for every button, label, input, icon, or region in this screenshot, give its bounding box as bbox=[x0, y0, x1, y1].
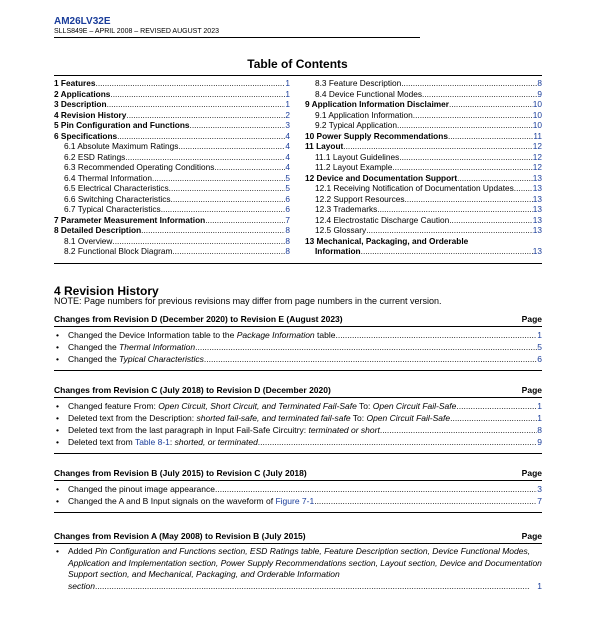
leader-dots bbox=[380, 424, 537, 436]
toc-entry-page[interactable]: 6 bbox=[285, 204, 290, 214]
toc-entry-title: 4 Revision History bbox=[54, 109, 127, 120]
revision-section-header bbox=[54, 313, 542, 325]
italic-text: Thermal Information bbox=[119, 342, 196, 352]
change-item bbox=[54, 412, 542, 424]
change-text: Deleted text from Table 8-1: shorted, or terminated bbox=[68, 437, 258, 447]
italic-text: Open Circuit Fail-Safe bbox=[366, 413, 451, 423]
change-text: Deleted text from the last paragraph in Input Fail-Safe Circuitry: terminated or short bbox=[68, 425, 380, 435]
toc-entry-title: 12.2 Support Resources bbox=[315, 193, 405, 204]
toc-leader-dots bbox=[514, 183, 533, 194]
section-rule bbox=[54, 543, 542, 544]
toc-leader-dots bbox=[422, 89, 537, 100]
change-text: Changed feature From: Open Circuit, Short Circuit, and Terminated Fail-Safe To: Open Circuit Fail-Safe bbox=[68, 401, 457, 411]
toc-bottom-rule bbox=[54, 263, 542, 264]
toc-leader-dots bbox=[468, 236, 542, 247]
toc-entry[interactable] bbox=[305, 152, 542, 163]
change-page-link[interactable]: 1 bbox=[537, 401, 542, 411]
toc-entry-page[interactable]: 4 bbox=[285, 162, 290, 172]
toc-leader-dots bbox=[126, 110, 285, 121]
toc-leader-dots bbox=[190, 120, 286, 131]
toc-leader-dots bbox=[449, 99, 533, 110]
toc-leader-dots bbox=[125, 152, 285, 163]
italic-text: shorted fail-safe, and terminated fail-safe bbox=[196, 413, 351, 423]
header-rule bbox=[54, 37, 420, 38]
italic-text: shorted, or terminated bbox=[174, 437, 258, 447]
bullet-icon: • bbox=[56, 484, 59, 494]
change-page-link[interactable]: 1 bbox=[537, 330, 542, 340]
toc-entry-page[interactable]: 13 bbox=[532, 193, 542, 204]
change-page-link[interactable]: 3 bbox=[537, 484, 542, 494]
toc-entry[interactable] bbox=[305, 246, 542, 257]
toc-top-rule bbox=[54, 75, 542, 76]
toc-entry-page[interactable]: 13 bbox=[532, 214, 542, 225]
toc-entry-title: 6.5 Electrical Characteristics bbox=[64, 183, 169, 193]
toc-entry[interactable] bbox=[54, 246, 290, 257]
change-text: Changed the Device Information table to the Package Information table bbox=[68, 330, 336, 340]
toc-entry-title: 6.3 Recommended Operating Conditions bbox=[64, 162, 215, 172]
toc-leader-dots bbox=[172, 246, 285, 257]
toc-leader-dots bbox=[413, 110, 533, 121]
page-header bbox=[54, 16, 421, 36]
italic-text: Pin Configuration and Functions section, ESD Ratings table, Feature Description section, Device Functional Modes, Application and Implementation section, Power Supply Recommendations section, Layout section, Device and Documentation Support section, and Mechanical, Packaging, and Orderable Information bbox=[68, 546, 542, 579]
toc-entry-page[interactable]: 12 bbox=[532, 151, 542, 162]
change-text-last-line bbox=[68, 581, 542, 593]
toc-entry-title: 8.2 Functional Block Diagram bbox=[64, 246, 173, 256]
toc-entry[interactable] bbox=[305, 183, 542, 194]
toc-entry[interactable] bbox=[54, 152, 290, 163]
toc-leader-dots bbox=[399, 152, 533, 163]
change-item bbox=[54, 483, 542, 495]
toc-entry[interactable] bbox=[54, 110, 290, 121]
toc-left-column bbox=[54, 78, 290, 257]
toc-entry[interactable] bbox=[54, 183, 290, 194]
revision-section-header bbox=[54, 384, 542, 396]
change-item bbox=[54, 424, 542, 436]
toc-entry-title: 13 Mechanical, Packaging, and Orderable bbox=[305, 235, 469, 246]
toc-leader-dots bbox=[214, 162, 285, 173]
toc-entry-title: 6.1 Absolute Maximum Ratings bbox=[64, 141, 179, 151]
toc-entry[interactable] bbox=[305, 215, 542, 226]
toc-leader-dots bbox=[404, 194, 532, 205]
toc-leader-dots bbox=[169, 183, 286, 194]
toc-entry[interactable] bbox=[54, 78, 290, 89]
revision-section bbox=[54, 313, 542, 371]
change-text: Changed the A and B Input signals on the waveform of Figure 7-1 bbox=[68, 496, 315, 506]
change-page-link[interactable]: 1 bbox=[537, 580, 542, 591]
revision-section-title: Changes from Revision C (July 2018) to Revision D (December 2020) bbox=[54, 385, 331, 395]
toc-leader-dots bbox=[361, 246, 533, 257]
italic-text: terminated or short bbox=[308, 425, 380, 435]
page-column-label: Page bbox=[521, 314, 542, 324]
toc-entry-page[interactable]: 13 bbox=[532, 225, 542, 235]
toc-leader-dots bbox=[117, 131, 285, 142]
revision-note: NOTE: Page numbers for previous revisions may differ from page numbers in the current version. bbox=[54, 296, 442, 306]
toc-title: Table of Contents bbox=[247, 57, 348, 71]
toc-leader-dots bbox=[392, 162, 532, 173]
toc-entry-title: 6.4 Thermal Information bbox=[64, 172, 152, 183]
change-page-link[interactable]: 7 bbox=[537, 496, 542, 506]
change-page-link[interactable]: 6 bbox=[537, 354, 542, 364]
revision-section-title: Changes from Revision B (July 2015) to Revision C (July 2018) bbox=[54, 468, 307, 478]
toc-entry[interactable] bbox=[54, 215, 290, 226]
toc-entry-title: 6.6 Switching Characteristics bbox=[64, 193, 171, 204]
toc-leader-dots bbox=[449, 215, 533, 226]
toc-entry-page[interactable]: 13 bbox=[532, 204, 542, 214]
toc-entry[interactable] bbox=[54, 89, 290, 100]
toc-entry-page[interactable]: 10 bbox=[532, 109, 542, 120]
change-text: Changed the Thermal Information bbox=[68, 342, 196, 352]
toc-entry-page[interactable]: 2 bbox=[285, 109, 290, 120]
toc-entry[interactable] bbox=[54, 236, 290, 247]
toc-leader-dots bbox=[96, 78, 286, 89]
toc-entry[interactable] bbox=[54, 162, 290, 173]
bullet-icon: • bbox=[56, 401, 59, 411]
change-page-link[interactable]: 8 bbox=[537, 425, 542, 435]
toc-entry-title: 6.2 ESD Ratings bbox=[64, 151, 126, 162]
toc-entry-title: 12.3 Trademarks bbox=[315, 204, 378, 214]
toc-leader-dots bbox=[366, 225, 533, 236]
toc-entry-title: 12.4 Electrostatic Discharge Caution bbox=[315, 214, 450, 225]
revision-section bbox=[54, 467, 542, 513]
revision-section-title: Changes from Revision D (December 2020) to Revision E (August 2023) bbox=[54, 314, 343, 324]
toc-entry-page[interactable]: 5 bbox=[285, 172, 290, 183]
change-item bbox=[54, 436, 542, 448]
revision-section-header bbox=[54, 467, 542, 479]
toc-entry[interactable] bbox=[54, 141, 290, 152]
toc-entry-title: 9 Application Information Disclaimer bbox=[305, 99, 449, 109]
toc-entry-page[interactable]: 5 bbox=[285, 183, 290, 193]
toc-entry[interactable] bbox=[305, 120, 542, 131]
toc-entry-page[interactable]: 8 bbox=[285, 235, 290, 246]
toc-entry-title: 3 Description bbox=[54, 99, 107, 109]
page-column-label: Page bbox=[521, 385, 542, 395]
toc-entry-title: 8.4 Device Functional Modes bbox=[315, 88, 422, 99]
bullet-icon: • bbox=[56, 330, 59, 340]
bullet-icon: • bbox=[56, 425, 59, 435]
toc-leader-dots bbox=[205, 215, 285, 226]
toc-leader-dots bbox=[377, 204, 533, 215]
toc-entry-page[interactable]: 13 bbox=[532, 172, 542, 183]
change-item bbox=[54, 400, 542, 412]
toc-entry-title: 2 Applications bbox=[54, 88, 111, 99]
document-number: SLLS849E – APRIL 2008 – REVISED AUGUST 2023 bbox=[54, 28, 219, 35]
toc-entry-page[interactable]: 10 bbox=[532, 99, 542, 109]
leader-dots bbox=[258, 436, 537, 448]
italic-text: Typical Characteristics bbox=[119, 354, 204, 364]
toc-entry[interactable] bbox=[305, 204, 542, 215]
bullet-icon: • bbox=[56, 413, 59, 423]
section-end-rule bbox=[54, 512, 542, 513]
toc-leader-dots bbox=[112, 236, 285, 247]
toc-entry-title: 7 Parameter Measurement Information bbox=[54, 214, 206, 225]
italic-text: section bbox=[68, 580, 95, 591]
revision-section-title: Changes from Revision A (May 2008) to Revision B (July 2015) bbox=[54, 531, 306, 541]
toc-entry-page[interactable]: 8 bbox=[537, 78, 542, 88]
revision-section bbox=[54, 384, 542, 454]
toc-leader-dots bbox=[107, 99, 286, 110]
toc-entry-title: 8.1 Overview bbox=[64, 235, 113, 246]
change-item bbox=[54, 353, 542, 365]
toc-leader-dots bbox=[448, 131, 533, 142]
leader-dots bbox=[204, 353, 537, 365]
section-rule bbox=[54, 326, 542, 327]
page-column-label: Page bbox=[521, 468, 542, 478]
toc-entry-page[interactable]: 11 bbox=[533, 130, 542, 141]
toc-entry[interactable] bbox=[305, 89, 542, 100]
toc-entry[interactable] bbox=[305, 194, 542, 205]
page-column-label: Page bbox=[521, 531, 542, 541]
bullet-icon: • bbox=[56, 437, 59, 447]
italic-text: Package Information bbox=[236, 330, 315, 340]
toc-entry-page[interactable]: 3 bbox=[285, 120, 290, 130]
section-rule bbox=[54, 397, 542, 398]
change-item bbox=[54, 341, 542, 353]
part-number-link[interactable]: AM26LV32E bbox=[54, 16, 111, 27]
section-end-rule bbox=[54, 453, 542, 454]
italic-text: Open Circuit, Short Circuit, and Terminated Fail-Safe bbox=[158, 401, 357, 411]
leader-dots bbox=[450, 412, 537, 424]
toc-leader-dots bbox=[161, 204, 286, 215]
toc-entry-page[interactable]: 4 bbox=[285, 130, 290, 141]
bullet-icon: • bbox=[56, 496, 59, 506]
toc-entry-page[interactable]: 6 bbox=[285, 193, 290, 204]
bullet-icon: • bbox=[56, 354, 59, 364]
toc-entry-title: 9.1 Application Information bbox=[315, 109, 413, 120]
toc-entry-title: 9.2 Typical Application bbox=[315, 120, 397, 130]
toc-entry-page[interactable]: 1 bbox=[285, 99, 290, 109]
toc-entry-page[interactable]: 9 bbox=[537, 88, 542, 99]
section-rule bbox=[54, 480, 542, 481]
toc-entry-page[interactable]: 8 bbox=[285, 246, 290, 256]
bullet-icon: • bbox=[56, 546, 59, 556]
toc-entry-page[interactable]: 1 bbox=[285, 78, 290, 88]
change-text: Changed the Typical Characteristics bbox=[68, 354, 204, 364]
toc-entry-title: 8 Detailed Description bbox=[54, 225, 142, 235]
change-item bbox=[54, 546, 542, 592]
toc-leader-dots bbox=[401, 78, 537, 89]
toc-entry-page[interactable]: 4 bbox=[285, 151, 290, 162]
toc-entry-page[interactable]: 13 bbox=[532, 246, 542, 256]
toc-entry[interactable] bbox=[54, 131, 290, 142]
change-page-link[interactable]: 1 bbox=[537, 413, 542, 423]
toc-entry[interactable] bbox=[305, 236, 542, 247]
toc-leader-dots bbox=[110, 89, 285, 100]
toc-entry-title: 11.2 Layout Example bbox=[315, 162, 393, 172]
toc-entry[interactable] bbox=[305, 225, 542, 236]
toc-entry-title: Information bbox=[315, 246, 361, 256]
toc-entry[interactable] bbox=[305, 141, 542, 152]
leader-dots bbox=[456, 400, 537, 412]
toc-entry[interactable] bbox=[54, 225, 290, 236]
revision-section-header bbox=[54, 530, 542, 542]
change-page-link[interactable]: 5 bbox=[537, 342, 542, 352]
toc-leader-dots bbox=[457, 173, 533, 184]
change-item bbox=[54, 495, 542, 507]
toc-entry-page[interactable]: 10 bbox=[532, 120, 542, 130]
cross-reference-link[interactable]: Table 8-1 bbox=[134, 437, 170, 447]
toc-entry-page[interactable]: 7 bbox=[285, 214, 290, 225]
toc-entry[interactable] bbox=[305, 78, 542, 89]
toc-entry-page[interactable]: 4 bbox=[285, 141, 290, 151]
italic-text: Open Circuit Fail-Safe bbox=[372, 401, 457, 411]
toc-entry-page[interactable]: 1 bbox=[285, 88, 290, 99]
toc-entry[interactable] bbox=[54, 173, 290, 184]
toc-entry-page[interactable]: 12 bbox=[532, 162, 542, 172]
toc-leader-dots bbox=[152, 173, 285, 184]
toc-leader-dots bbox=[141, 225, 285, 236]
leader-dots bbox=[215, 483, 537, 495]
toc-entry[interactable] bbox=[54, 204, 290, 215]
section-end-rule bbox=[54, 370, 542, 371]
toc-entry[interactable] bbox=[54, 120, 290, 131]
leader-dots bbox=[195, 341, 537, 353]
toc-right-column bbox=[305, 78, 542, 257]
toc-entry[interactable] bbox=[305, 173, 542, 184]
toc-entry-title: 6.7 Typical Characteristics bbox=[64, 204, 161, 214]
leader-dots bbox=[335, 329, 537, 341]
toc-entry-page[interactable]: 8 bbox=[285, 225, 290, 235]
toc-entry-title: 11.1 Layout Guidelines bbox=[315, 151, 400, 162]
bullet-icon: • bbox=[56, 342, 59, 352]
toc-leader-dots bbox=[397, 120, 533, 131]
toc-entry[interactable] bbox=[54, 194, 290, 205]
toc-entry[interactable] bbox=[305, 110, 542, 121]
toc-entry[interactable] bbox=[305, 99, 542, 110]
leader-dots bbox=[95, 581, 537, 593]
toc-entry-title: 12.1 Receiving Notification of Documentation Updates bbox=[315, 183, 514, 193]
revision-section bbox=[54, 530, 542, 592]
toc-entry-title: 12.5 Glossary bbox=[315, 225, 367, 235]
toc-entry-title: 6 Specifications bbox=[54, 130, 118, 141]
toc-leader-dots bbox=[343, 141, 532, 152]
toc-entry-title: 11 Layout bbox=[305, 141, 344, 151]
toc-leader-dots bbox=[178, 141, 285, 152]
toc-entry-title: 5 Pin Configuration and Functions bbox=[54, 120, 190, 130]
toc-entry-title: 8.3 Feature Description bbox=[315, 78, 402, 88]
toc-entry-title: 1 Features bbox=[54, 78, 96, 88]
toc-entry[interactable] bbox=[54, 99, 290, 110]
toc-entry[interactable] bbox=[305, 131, 542, 142]
toc-entry[interactable] bbox=[305, 162, 542, 173]
toc-entry-page[interactable]: 13 bbox=[532, 183, 542, 193]
leader-dots bbox=[314, 495, 537, 507]
change-text: Added Pin Configuration and Functions section, ESD Ratings table, Feature Description section, Device Functional Modes, Application and Implementation section, Power Supply Recommendations section, Layout section, Device and Documentation Support section, and Mechanical, Packaging, and Orderable Information section ..... 1 bbox=[68, 546, 542, 592]
change-page-link[interactable]: 9 bbox=[537, 437, 542, 447]
toc-entry-page[interactable]: 12 bbox=[532, 141, 542, 151]
change-text: Changed the pinout image appearance bbox=[68, 484, 215, 494]
cross-reference-link[interactable]: Figure 7-1 bbox=[275, 496, 315, 506]
revision-history-title: 4 Revision History bbox=[54, 284, 159, 298]
change-text: Deleted text from the Description: shorted fail-safe, and terminated fail-safe To: Open Circuit Fail-Safe bbox=[68, 413, 451, 423]
toc-entry-title: 10 Power Supply Recommendations bbox=[305, 130, 448, 141]
toc-leader-dots bbox=[171, 194, 286, 205]
change-item bbox=[54, 329, 542, 341]
toc-entry-title: 12 Device and Documentation Support bbox=[305, 172, 458, 183]
